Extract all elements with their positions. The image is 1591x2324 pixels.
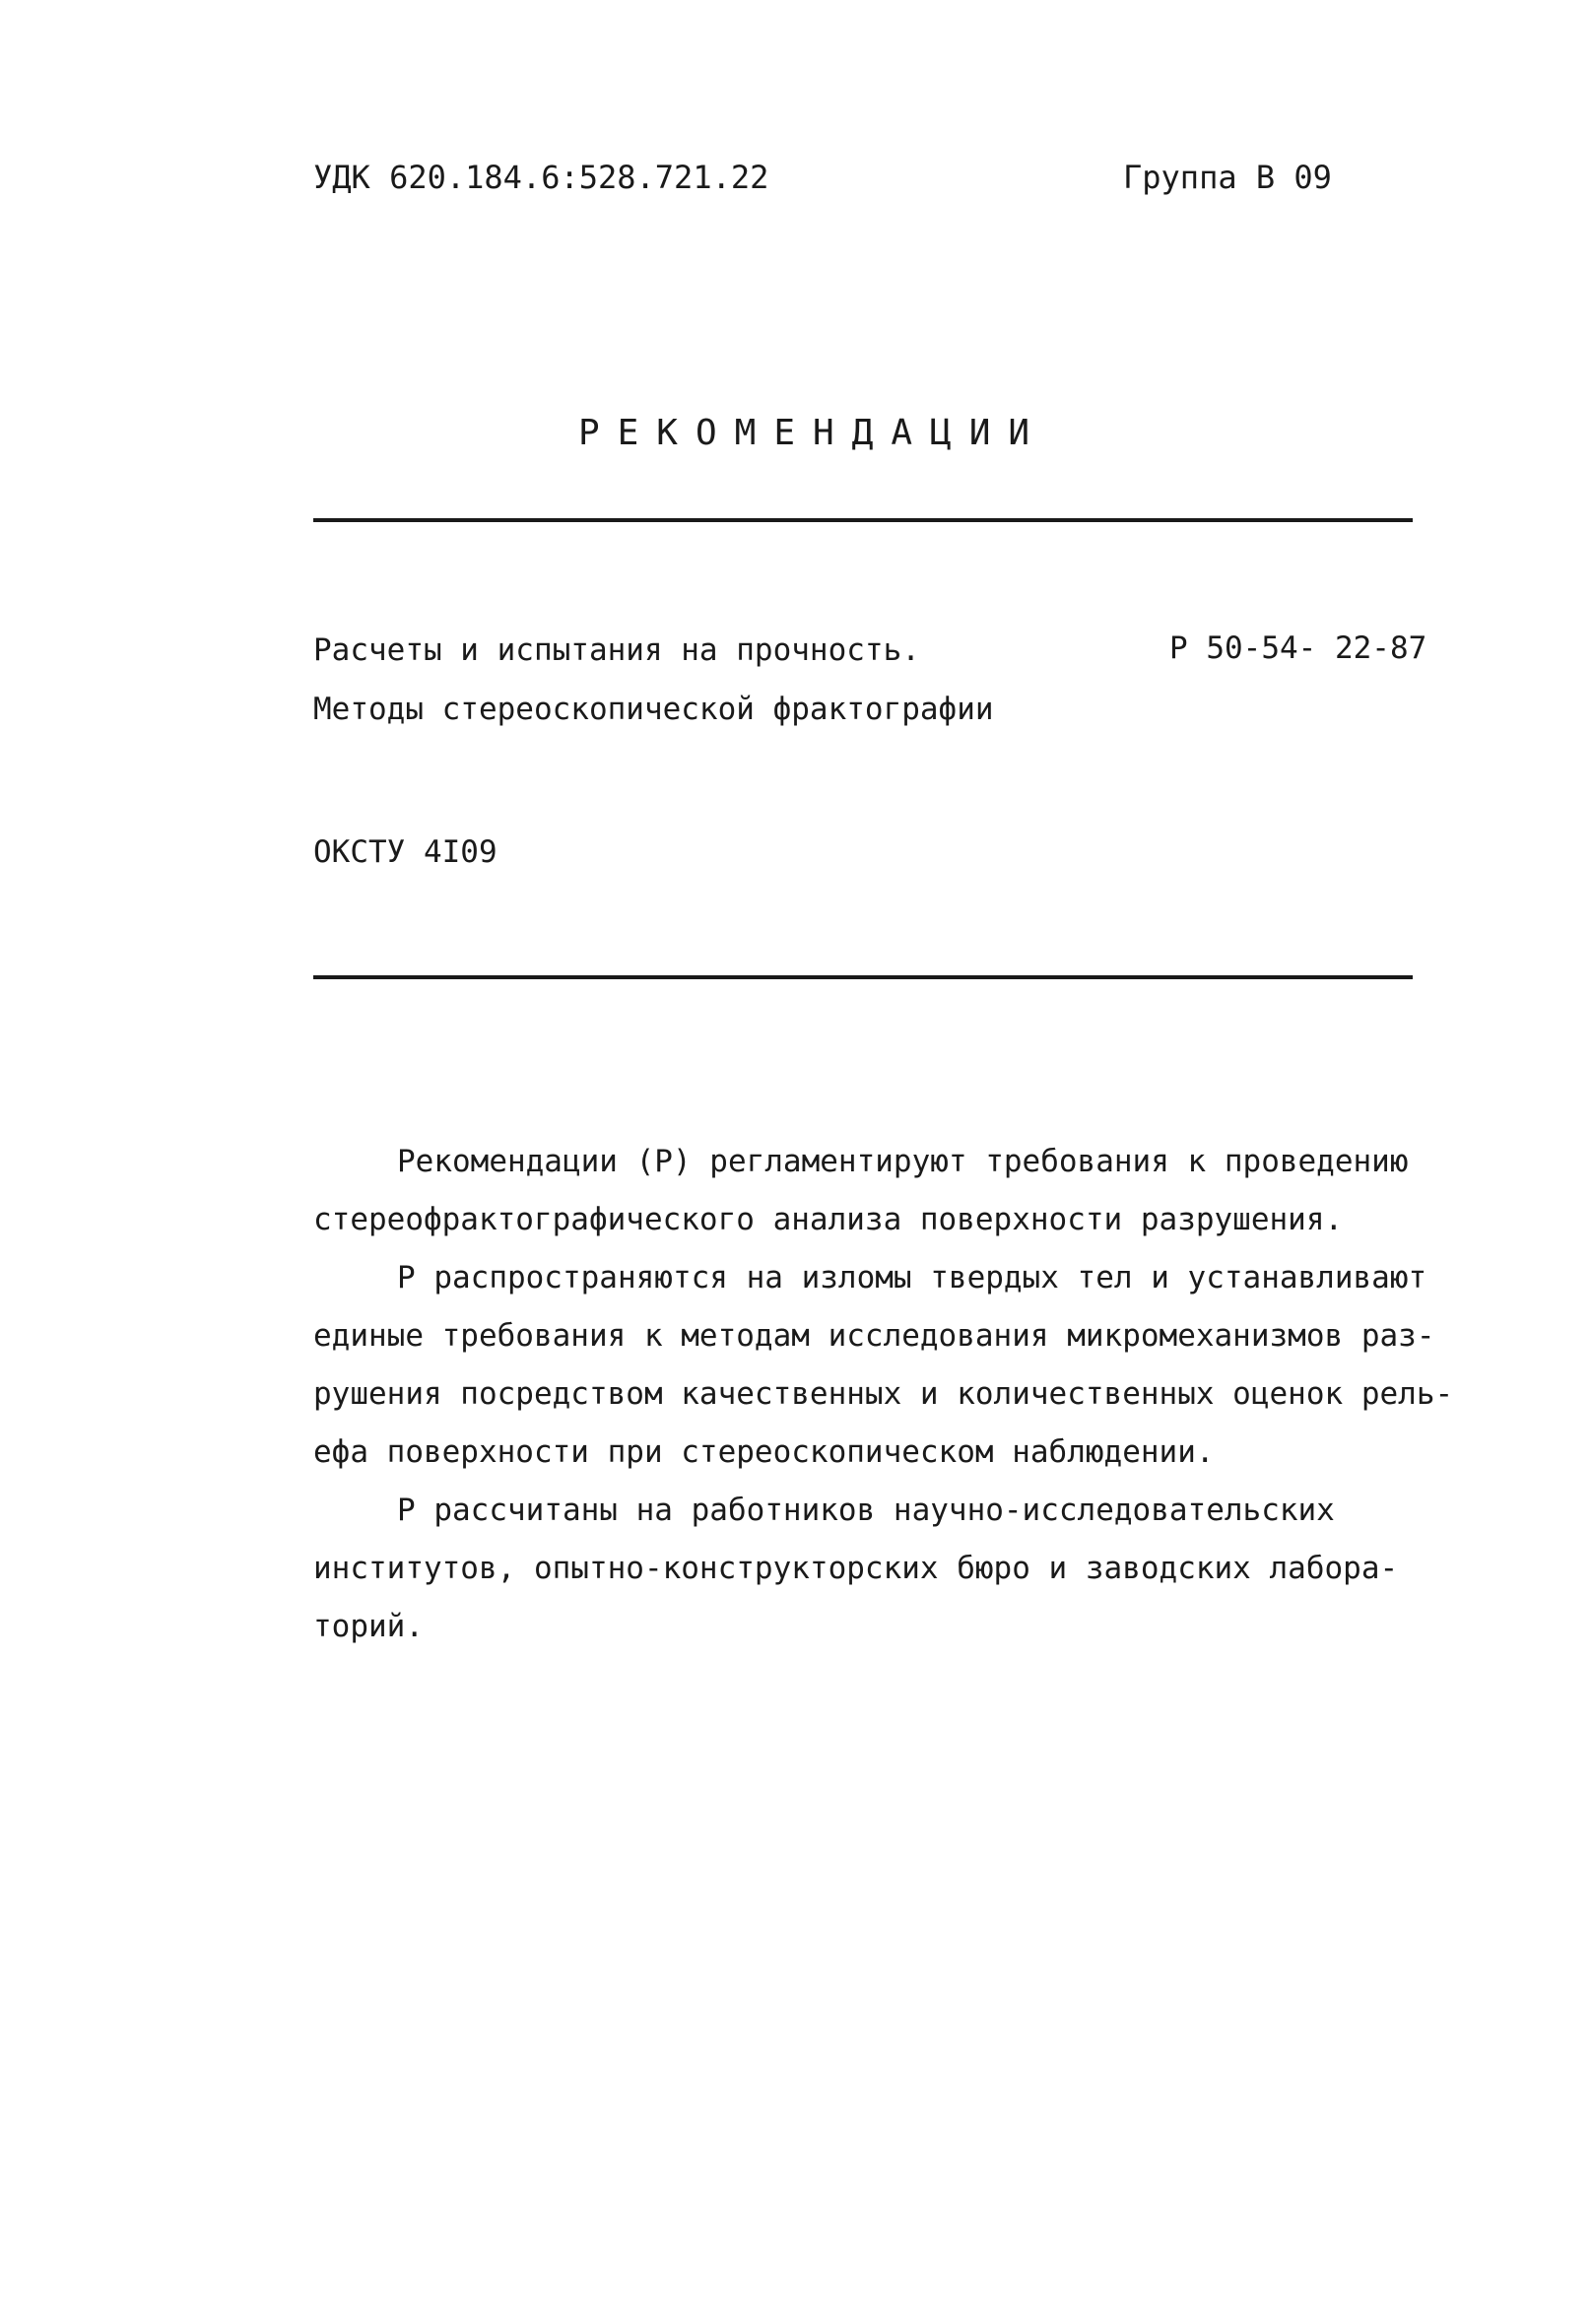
top-divider	[313, 518, 1413, 522]
paragraph-1-line: стереофрактографического анализа поверхности разрушения.	[313, 1202, 1344, 1237]
paragraph-2	[313, 1249, 1454, 1482]
paragraph-3-line: торий.	[313, 1609, 424, 1644]
paragraph-2-line: единые требования к методам исследования микромеханизмов раз-	[313, 1318, 1435, 1354]
paragraph-2-line: Р распространяются на изломы твердых тел и устанавливают	[397, 1260, 1427, 1295]
paragraph-3-line: Р рассчитаны на работников научно-исследовательских	[397, 1493, 1335, 1528]
document-code: Р 50-54- 22-87	[1169, 631, 1427, 666]
title-line-1: Расчеты и испытания на прочность.	[313, 632, 920, 668]
group-code: Группа В 09	[1123, 159, 1332, 196]
paragraph-3-line: институтов, опытно-конструкторских бюро и заводских лабора-	[313, 1551, 1399, 1586]
title-line-2: Методы стереоскопической фрактографии	[313, 692, 994, 727]
paragraph-2-line: ефа поверхности при стереоскопическом наблюдении.	[313, 1434, 1215, 1470]
udk-code: УДК 620.184.6:528.721.22	[313, 159, 769, 196]
bottom-divider	[313, 975, 1413, 979]
paragraph-1-line: Рекомендации (Р) регламентируют требования к проведению	[397, 1144, 1409, 1179]
paragraph-1	[313, 1133, 1426, 1249]
paragraph-3	[313, 1482, 1426, 1656]
oksty-classification: ОКСТУ 4I09	[313, 834, 497, 870]
document-type-heading: РЕКОМЕНДАЦИИ	[577, 413, 1048, 453]
paragraph-2-line: рушения посредством качественных и количественных оценок рель-	[313, 1376, 1454, 1412]
